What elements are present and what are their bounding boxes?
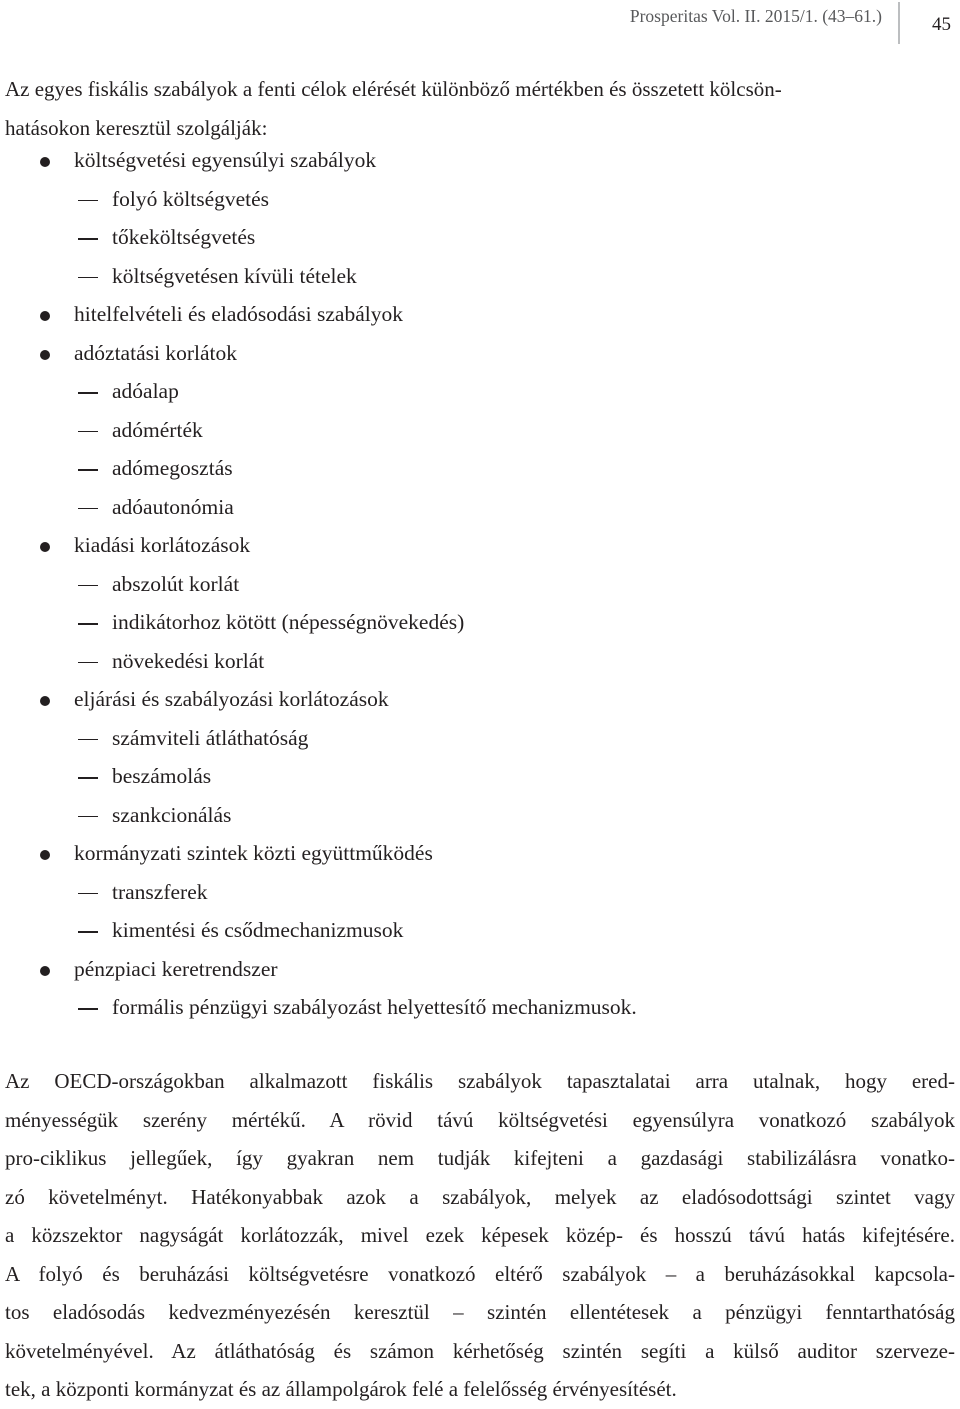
sub-list-item: [0, 719, 960, 758]
list-item-text: költségvetési egyensúlyi szabályok: [74, 148, 377, 172]
list-item: [0, 950, 960, 989]
intro-line: hatásokon keresztül szolgálják:: [5, 115, 268, 140]
dash-icon: [78, 1008, 98, 1010]
list-item: [0, 334, 960, 373]
body-paragraph: [5, 1062, 955, 1409]
list-item-text: költségvetésen kívüli tételek: [112, 263, 357, 288]
dash-icon: [78, 662, 98, 664]
list-item: [0, 295, 960, 334]
sub-list-item: [0, 911, 960, 950]
list-item-text: adómérték: [112, 417, 203, 442]
paragraph-line: pro-ciklikus jellegűek, így gyakran nem tudják kifejteni a gazdasági stabilizálásra vonatko-: [5, 1146, 955, 1170]
sub-list-item: [0, 218, 960, 257]
bullet-icon: [40, 350, 50, 360]
list-item-text: adóautonómia: [112, 494, 234, 519]
sub-list-item: [0, 603, 960, 642]
list-item-text: szankcionálás: [112, 802, 232, 827]
journal-citation: Prosperitas Vol. II. 2015/1. (43–61.): [629, 6, 882, 26]
paragraph-line: tos eladósodás kedvezményezésén keresztül – szintén ellentétesek a pénzügyi fenntarthatóság: [5, 1300, 955, 1324]
paragraph-line: a közszektor nagyságát korlátozzák, mivel ezek képesek közép- és hosszú távú hatás kifejtésére.: [5, 1223, 955, 1247]
dash-icon: [78, 431, 98, 433]
dash-icon: [78, 277, 98, 279]
bullet-icon: [40, 311, 50, 321]
list-item-text: adómegosztás: [112, 456, 233, 480]
paragraph-line: A folyó és beruházási költségvetésre vonatkozó eltérő szabályok – a beruházásokkal kapcsola-: [5, 1261, 955, 1286]
dash-icon: [78, 392, 98, 394]
bullet-icon: [40, 966, 50, 976]
sub-list-item: [0, 411, 960, 450]
dash-icon: [78, 508, 98, 510]
page-number: 45: [932, 14, 951, 35]
list-item-text: adóztatási korlátok: [74, 340, 237, 365]
list-item: [0, 834, 960, 873]
dash-icon: [78, 200, 98, 202]
list-item-text: eljárási és szabályozási korlátozások: [74, 687, 389, 711]
list-item-text: adóalap: [112, 379, 179, 403]
paragraph-line: Az OECD-országokban alkalmazott fiskális szabályok tapasztalatai arra utalnak, hogy ered-: [5, 1069, 955, 1093]
dash-icon: [78, 585, 98, 587]
bullet-icon: [40, 696, 50, 706]
bullet-icon: [40, 850, 50, 860]
bullet-icon: [40, 542, 50, 552]
list-item-text: indikátorhoz kötött (népességnövekedés): [112, 610, 465, 634]
dash-icon: [78, 238, 98, 240]
list-item-text: hitelfelvételi és eladósodási szabályok: [74, 302, 403, 326]
bullet-icon: [40, 157, 50, 167]
dash-icon: [78, 893, 98, 895]
sub-list-item: [0, 642, 960, 681]
list-item-text: számviteli átláthatóság: [112, 725, 309, 750]
header-divider: [898, 2, 900, 44]
paragraph-line: ményességük szerény mértékű. A rövid távú költségvetési egyensúlyra vonatkozó szabályok: [5, 1107, 955, 1132]
list-item: [0, 526, 960, 565]
sub-list-item: [0, 257, 960, 296]
list-item-text: abszolút korlát: [112, 571, 240, 596]
intro-paragraph: [5, 70, 955, 147]
sub-list-item: [0, 565, 960, 604]
list-item-text: tőkeköltségvetés: [112, 225, 256, 249]
dash-icon: [78, 739, 98, 741]
sub-list-item: [0, 796, 960, 835]
sub-list-item: [0, 372, 960, 411]
list-item-text: formális pénzügyi szabályozást helyettesítő mechanizmusok.: [112, 995, 637, 1019]
list-item-text: beszámolás: [112, 764, 212, 788]
list-item: [0, 141, 960, 180]
dash-icon: [78, 623, 98, 625]
list-item-text: folyó költségvetés: [112, 186, 270, 211]
sub-list-item: [0, 988, 960, 1027]
list-item-text: kiadási korlátozások: [74, 533, 251, 557]
paragraph-line: zó követelményt. Hatékonyabbak azok a szabályok, melyek az eladósodottsági szintet vagy: [5, 1184, 955, 1209]
sub-list-item: [0, 180, 960, 219]
list-item: [0, 680, 960, 719]
list-item-text: kormányzati szintek közti együttműködés: [74, 841, 433, 865]
list-item-text: pénzpiaci keretrendszer: [74, 956, 278, 981]
sub-list-item: [0, 873, 960, 912]
list-item-text: kimentési és csődmechanizmusok: [112, 918, 404, 942]
list-item-text: növekedési korlát: [112, 648, 265, 673]
dash-icon: [78, 777, 98, 779]
list-item-text: transzferek: [112, 879, 208, 904]
dash-icon: [78, 816, 98, 818]
dash-icon: [78, 931, 98, 933]
dash-icon: [78, 469, 98, 471]
fiscal-rules-list: [0, 141, 960, 1027]
sub-list-item: [0, 449, 960, 488]
sub-list-item: [0, 757, 960, 796]
paragraph-line: követelményével. Az átláthatóság és számon kérhetőség szintén segíti a külső auditor szerveze-: [5, 1338, 955, 1363]
paragraph-line: tek, a központi kormányzat és az állampolgárok felé a felelősség érvényesítését.: [5, 1377, 677, 1401]
intro-line: Az egyes fiskális szabályok a fenti célok elérését különböző mértékben és összetett kölcsön-: [5, 77, 782, 101]
sub-list-item: [0, 488, 960, 527]
